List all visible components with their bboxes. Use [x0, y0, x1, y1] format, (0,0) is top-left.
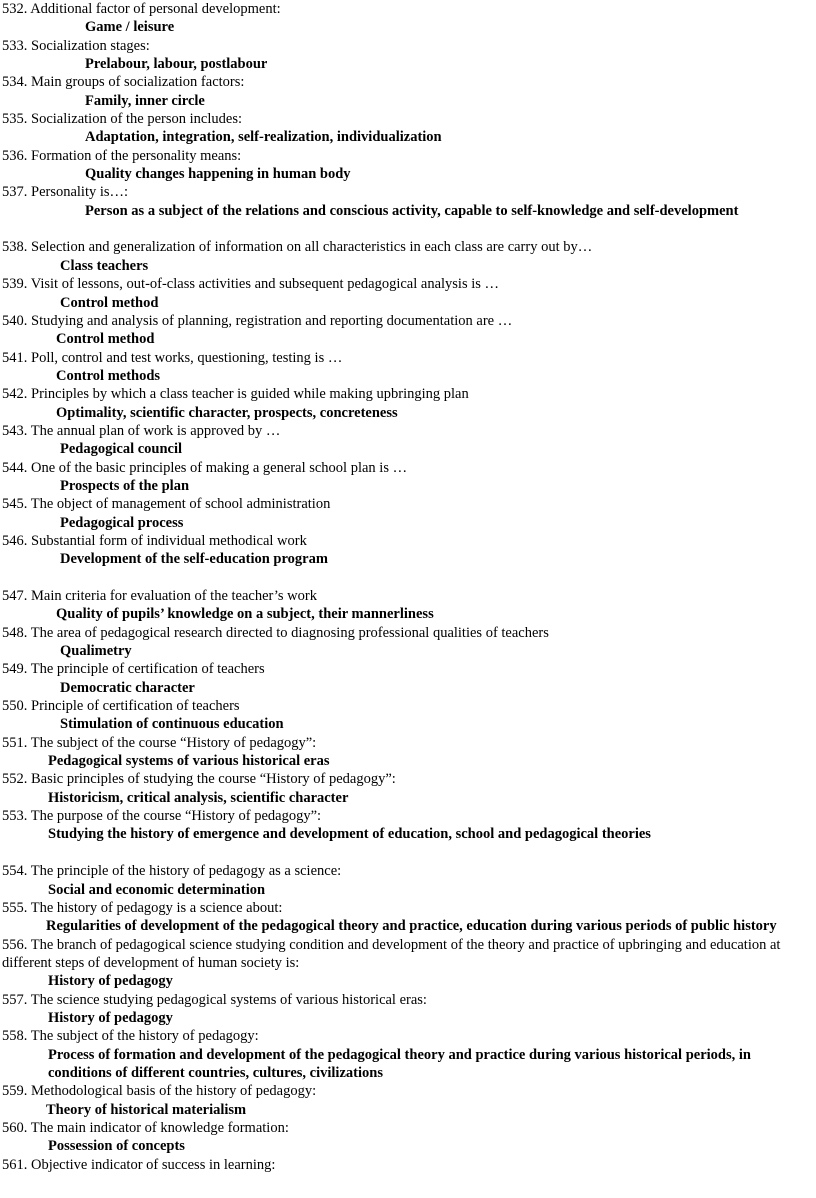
answer-text: Regularities of development of the pedagogical theory and practice, education during various periods of public history: [46, 918, 777, 935]
question-text: 557. The science studying pedagogical systems of various historical eras:: [2, 991, 427, 1008]
question-text: 551. The subject of the course “History of pedagogy”:: [2, 734, 317, 751]
answer-text: Class teachers: [60, 257, 149, 274]
answer-text: Process of formation and development of the pedagogical theory and practice during various historical periods, in conditions of different countries, cultures, civilizations: [48, 1046, 751, 1081]
question-text: 555. The history of pedagogy is a science about:: [2, 899, 283, 916]
question-text: 532. Additional factor of personal development:: [2, 1, 281, 17]
blank-line: [0, 569, 816, 587]
answer-text: Historicism, critical analysis, scientific character: [48, 789, 349, 806]
answer-text: Theory of historical materialism: [46, 1101, 247, 1118]
blank-line: [0, 844, 816, 862]
question-text: 556. The branch of pedagogical science studying condition and development of the theory and practice of upbringing and education at different steps of development of human society is:: [2, 936, 781, 971]
blank-line: [0, 220, 816, 238]
question-text: 548. The area of pedagogical research directed to diagnosing professional qualities of teachers: [2, 624, 549, 641]
question-text: 549. The principle of certification of teachers: [2, 661, 265, 678]
answer-text: Family, inner circle: [85, 92, 205, 109]
answer-text: Prelabour, labour, postlabour: [85, 56, 268, 73]
question-text: 536. Formation of the personality means:: [2, 147, 242, 164]
answer-text: Pedagogical process: [60, 514, 184, 531]
answer-text: Pedagogical systems of various historical eras: [48, 753, 330, 770]
answer-text: Quality of pupils’ knowledge on a subject, their mannerliness: [56, 606, 434, 623]
question-text: 553. The purpose of the course “History of pedagogy”:: [2, 808, 322, 825]
question-text: 535. Socialization of the person includes:: [2, 111, 243, 128]
answer-text: Control method: [60, 294, 159, 311]
question-text: 552. Basic principles of studying the course “History of pedagogy”:: [2, 771, 396, 788]
answer-text: Adaptation, integration, self-realization, individualization: [85, 129, 442, 146]
question-text: 560. The main indicator of knowledge formation:: [2, 1119, 289, 1136]
question-text: 541. Poll, control and test works, questioning, testing is …: [2, 349, 343, 366]
answer-text: Quality changes happening in human body: [85, 166, 351, 183]
question-text: 559. Methodological basis of the history of pedagogy:: [2, 1083, 317, 1100]
question-text: 544. One of the basic principles of making a general school plan is …: [2, 459, 408, 476]
answer-text: Optimality, scientific character, prospects, concreteness: [56, 404, 398, 421]
answer-text: Democratic character: [60, 679, 195, 696]
answer-text: Person as a subject of the relations and conscious activity, capable to self-knowledge and self-development: [85, 202, 739, 219]
question-text: 533. Socialization stages:: [2, 37, 150, 54]
question-text: 543. The annual plan of work is approved by …: [2, 422, 281, 439]
question-text: 550. Principle of certification of teachers: [2, 698, 240, 715]
question-text: 546. Substantial form of individual methodical work: [2, 532, 307, 549]
answer-text: Possession of concepts: [48, 1138, 185, 1155]
answer-text: History of pedagogy: [48, 1009, 173, 1026]
answer-text: Control method: [56, 331, 155, 348]
question-text: 545. The object of management of school administration: [2, 496, 331, 513]
question-text: 540. Studying and analysis of planning, registration and reporting documentation are …: [2, 312, 513, 329]
question-text: 558. The subject of the history of pedagogy:: [2, 1028, 259, 1045]
answer-text: Game / leisure: [85, 19, 175, 36]
answer-text: Social and economic determination: [48, 881, 266, 898]
answer-text: Stimulation of continuous education: [60, 716, 284, 733]
answer-text: History of pedagogy: [48, 973, 173, 990]
answer-text: Pedagogical council: [60, 441, 183, 458]
question-text: 561. Objective indicator of success in learning:: [2, 1156, 276, 1173]
question-text: 542. Principles by which a class teacher is guided while making upbringing plan: [2, 386, 469, 403]
question-text: 554. The principle of the history of pedagogy as a science:: [2, 863, 342, 880]
question-text: 547. Main criteria for evaluation of the teacher’s work: [2, 588, 317, 604]
question-text: 537. Personality is…:: [2, 184, 129, 201]
answer-text: Development of the self-education program: [60, 551, 328, 568]
answer-text: Qualimetry: [60, 643, 132, 660]
answer-text: Studying the history of emergence and development of education, school and pedagogical theories: [48, 826, 651, 843]
answer-text: Control methods: [56, 367, 161, 384]
question-text: 534. Main groups of socialization factors:: [2, 74, 245, 91]
question-text: 539. Visit of lessons, out-of-class activities and subsequent pedagogical analysis is …: [2, 276, 500, 293]
question-text: 538. Selection and generalization of information on all characteristics in each class are carry out by…: [2, 239, 593, 256]
answer-text: Prospects of the plan: [60, 477, 190, 494]
